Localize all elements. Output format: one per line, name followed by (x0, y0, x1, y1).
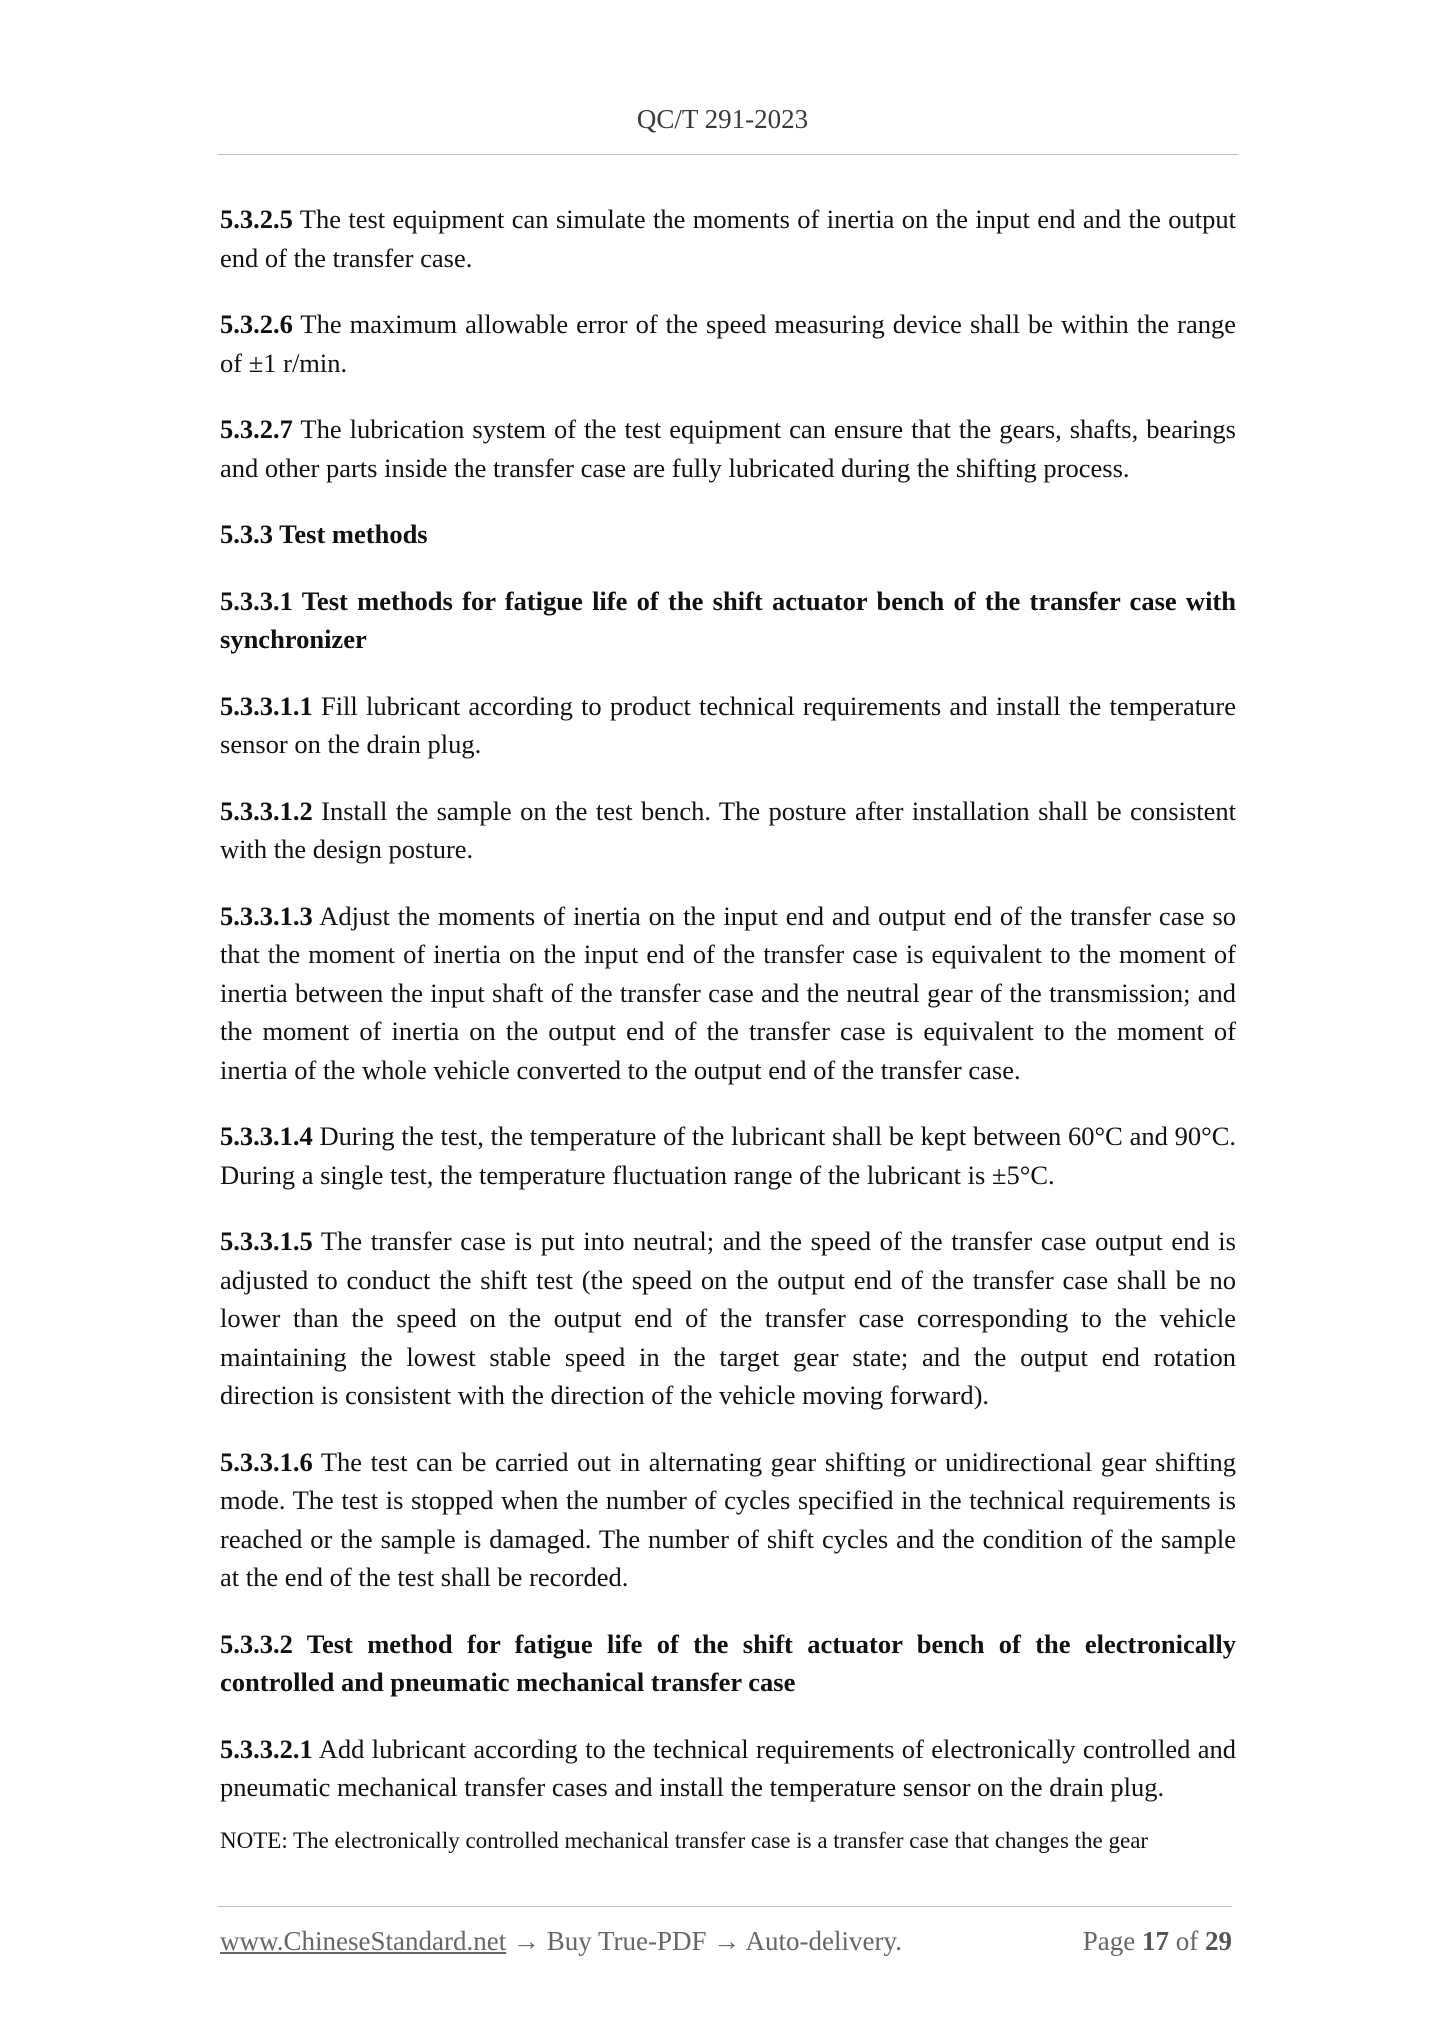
clause-number: 5.3.2.6 (220, 309, 293, 339)
paragraph-5-3-3-2-1 (220, 1730, 1236, 1807)
auto-delivery-text: Auto-delivery. (745, 1926, 902, 1956)
page-of-label: of (1169, 1926, 1205, 1956)
page-number (1083, 1926, 1232, 1957)
clause-number: 5.3.3.1.1 (220, 690, 313, 721)
clause-text: The lubrication system of the test equipment can ensure that the gears, shafts, bearings and other parts inside the transfer case are fully lubricated during the shifting process. (220, 414, 1236, 483)
arrow-icon: → (706, 1926, 746, 1956)
clause-number: 5.3.3.1.3 (220, 900, 313, 931)
paragraph-5-3-3-1-4 (220, 1117, 1236, 1194)
paragraph-5-3-2-6 (220, 305, 1236, 382)
clause-text: The test can be carried out in alternating gear shifting or unidirectional gear shifting mode. The test is stopped when the number of cycles specified in the technical requirements is reached or the sample is damaged. The number of shift cycles and the condition of the sample at the end of the test shall be recorded. (220, 1446, 1236, 1592)
paragraph-5-3-3-1-5 (220, 1222, 1236, 1415)
note-text: NOTE: The electronically controlled mechanical transfer case is a transfer case that changes the gear (220, 1827, 1149, 1853)
paragraph-5-3-2-7 (220, 410, 1236, 487)
clause-number: 5.3.3.1.5 (220, 1226, 313, 1256)
footer-promo (220, 1926, 902, 1957)
clause-number: 5.3.2.7 (220, 414, 293, 444)
page-label: Page (1082, 1926, 1142, 1956)
clause-number: 5.3.3.1.2 (220, 795, 313, 826)
clause-text: The transfer case is put into neutral; and the speed of the transfer case output end is adjusted to conduct the shift test (the speed on the output end of the transfer case shall be no lower than the speed on the output end of the transfer case corresponding to the vehicle maintaining the lowest stable speed in the target gear state; and the output end rotation direction is consistent with the direction of the vehicle moving forward). (220, 1226, 1236, 1410)
heading-5-3-3-1: 5.3.3.1 Test methods for fatigue life of the shift actuator bench of the transfer case with synchronizer (220, 585, 1236, 654)
clause-number: 5.3.3.2.1 (220, 1733, 313, 1764)
paragraph-5-3-3-1-6 (220, 1443, 1236, 1597)
clause-number: 5.3.3.1.6 (220, 1446, 313, 1477)
clause-text: The maximum allowable error of the speed measuring device shall be within the range of ±1 r/min. (220, 309, 1236, 378)
clause-text: Adjust the moments of inertia on the input end and output end of the transfer case so that the moment of inertia on the input end of the transfer case is equivalent to the moment of inertia between the input shaft of the transfer case and the neutral gear of the transmission; and the moment of inertia on the output end of the transfer case is equivalent to the moment of inertia of the whole vehicle converted to the output end of the transfer case. (220, 900, 1236, 1085)
paragraph-5-3-3-1-2 (220, 792, 1236, 869)
clause-text: Add lubricant according to the technical requirements of electronically controlled and pneumatic mechanical transfer cases and install the temperature sensor on the drain plug. (220, 1733, 1236, 1802)
clause-text: Install the sample on the test bench. The posture after installation shall be consistent with the design posture. (220, 795, 1236, 864)
paragraph-5-3-3-1-1 (220, 687, 1236, 764)
clause-number: 5.3.2.5 (220, 204, 293, 234)
website-link[interactable]: www.ChineseStandard.net (220, 1926, 507, 1956)
clause-number: 5.3.3.1.4 (220, 1121, 313, 1151)
footer-divider (218, 1906, 1232, 1907)
buy-pdf-text: Buy True-PDF (546, 1926, 707, 1956)
heading-5-3-3-2: 5.3.3.2 Test method for fatigue life of the shift actuator bench of the electronically controlled and pneumatic mechanical transfer case (220, 1628, 1236, 1697)
current-page: 17 (1142, 1926, 1169, 1956)
page-header: QC/T 291-2023 (636, 104, 809, 134)
clause-text: The test equipment can simulate the moments of inertia on the input end and the output end of the transfer case. (220, 204, 1236, 273)
paragraph-5-3-2-5 (220, 200, 1236, 277)
arrow-icon: → (506, 1926, 547, 1956)
document-body (220, 200, 1236, 1857)
clause-text: Fill lubricant according to product technical requirements and install the temperature sensor on the drain plug. (220, 690, 1236, 759)
header-divider (218, 154, 1238, 155)
paragraph-5-3-3-1-3 (220, 897, 1236, 1090)
heading-5-3-3: 5.3.3 Test methods (220, 519, 428, 549)
clause-text: During the test, the temperature of the lubricant shall be kept between 60°C and 90°C. During a single test, the temperature fluctuation range of the lubricant is ±5°C. (220, 1121, 1236, 1190)
total-pages: 29 (1205, 1926, 1232, 1956)
